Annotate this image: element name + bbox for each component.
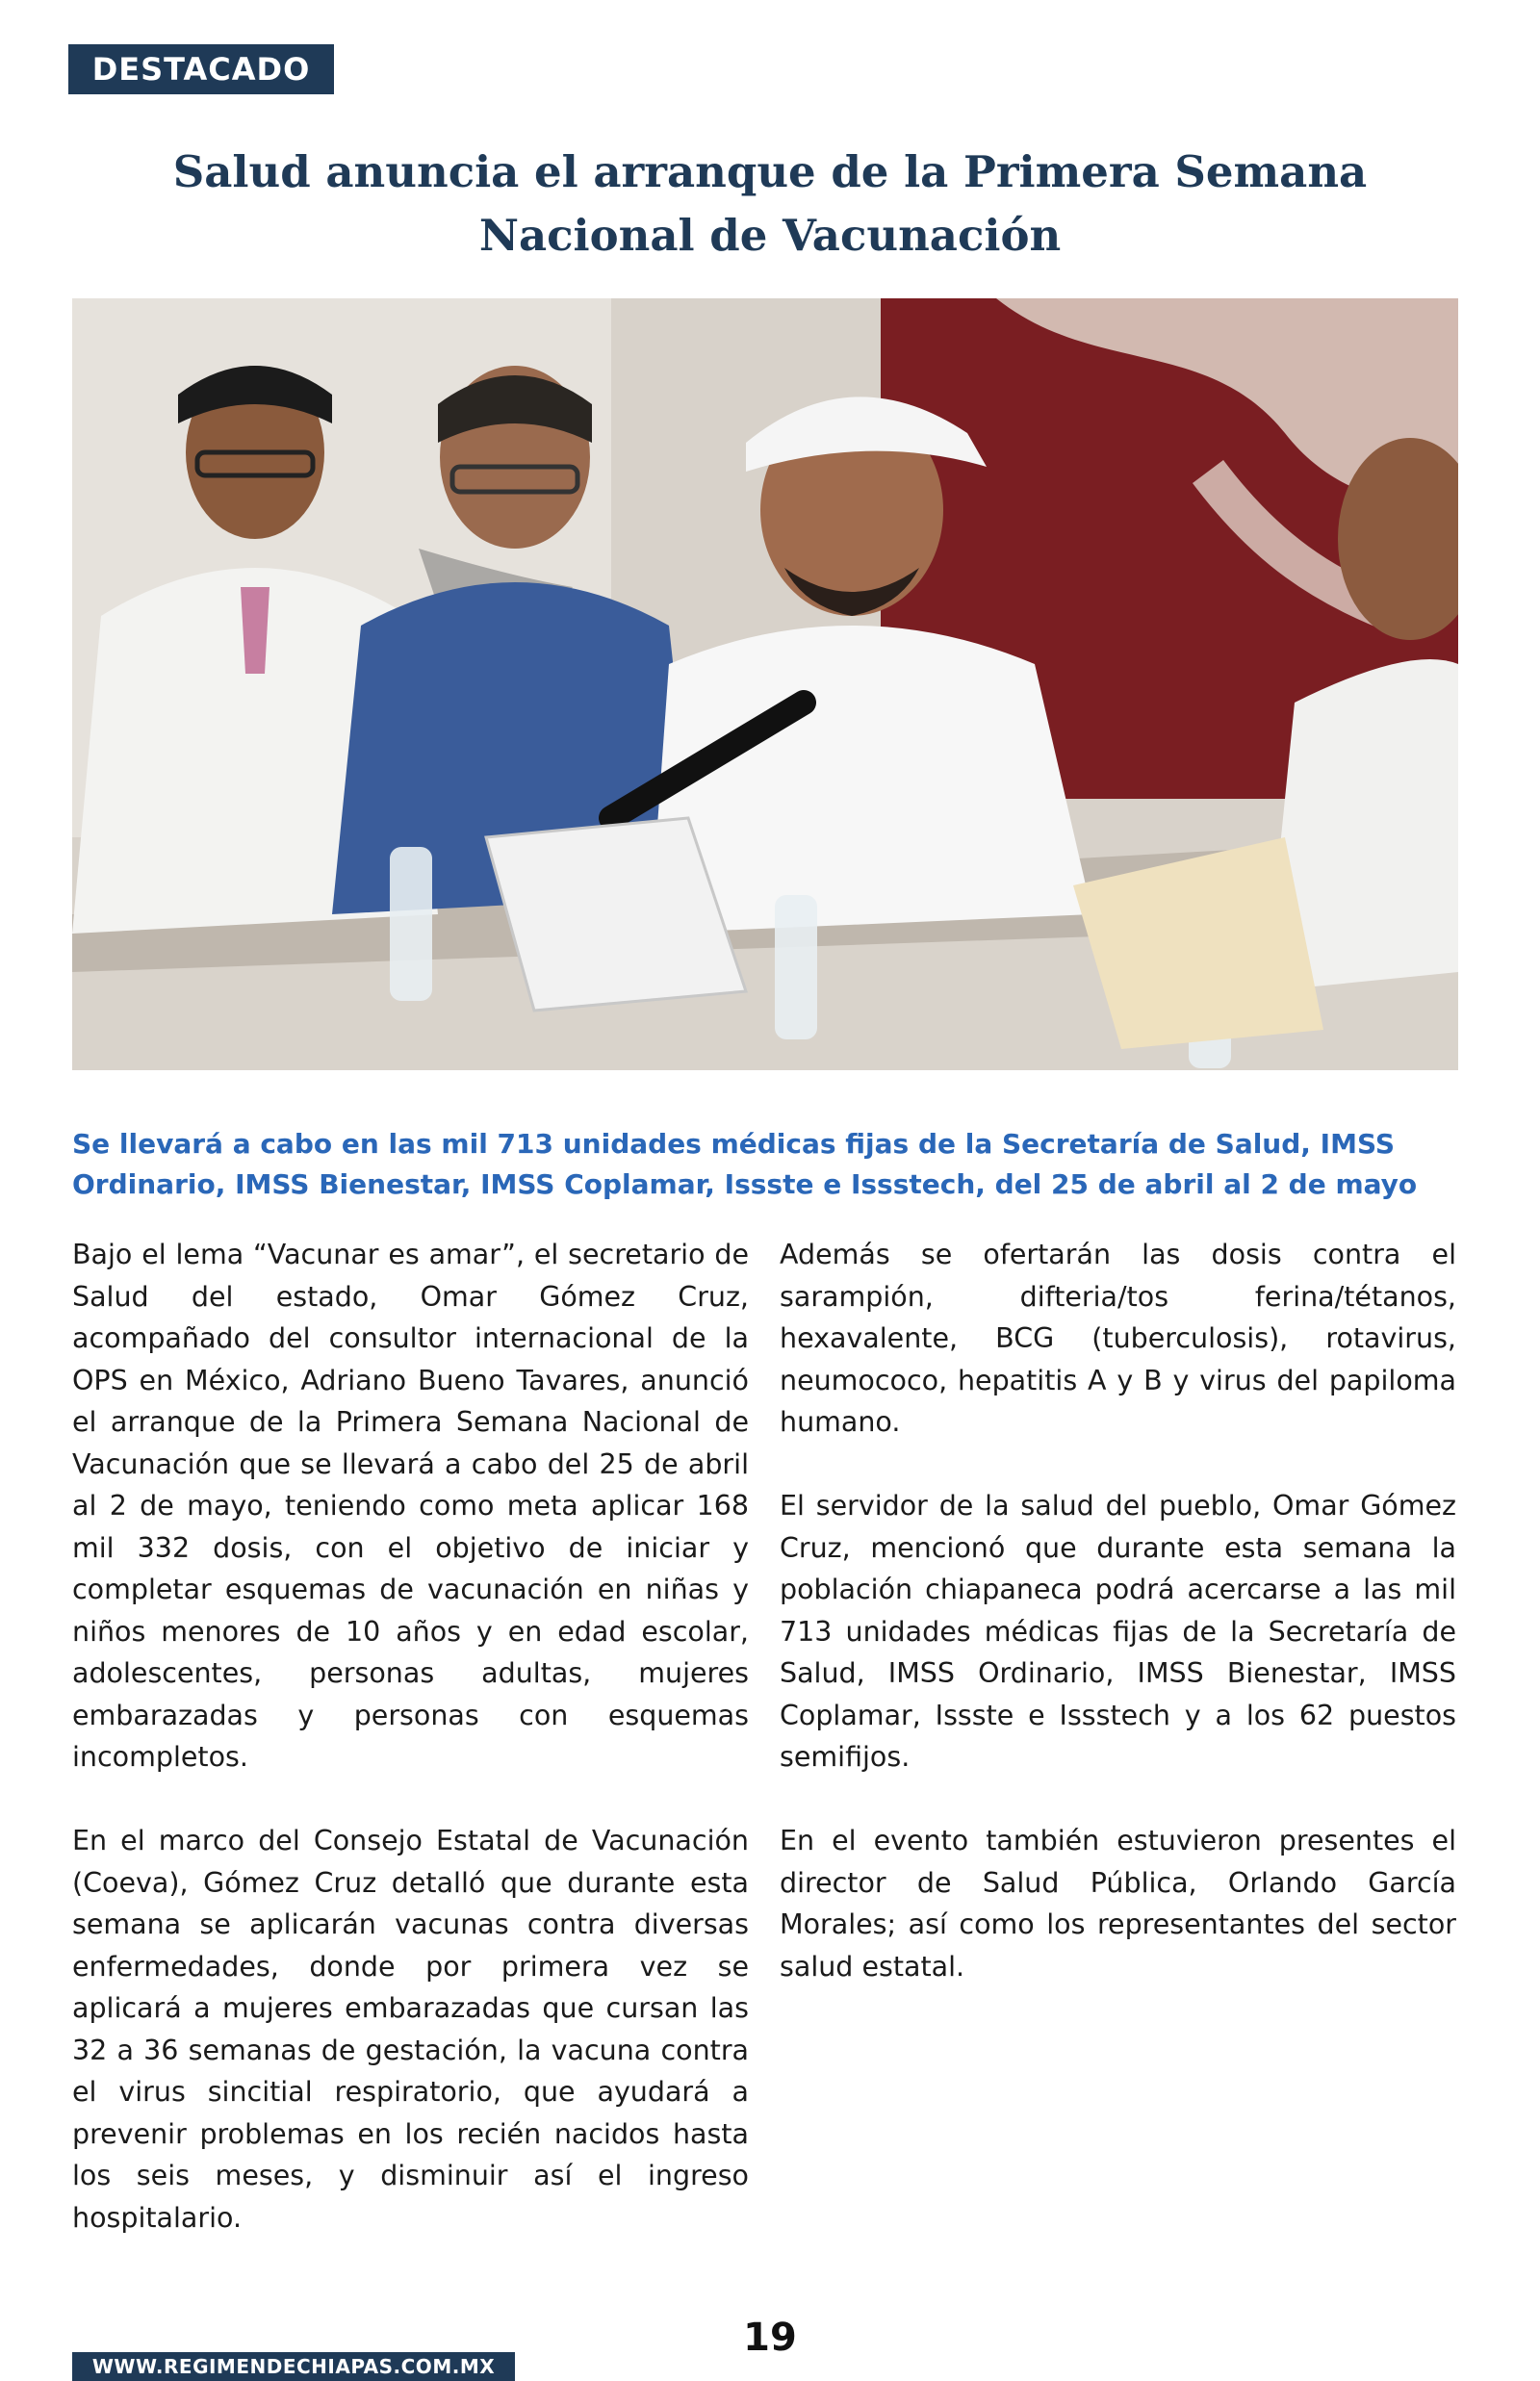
body-column-left [72,1234,749,2281]
page-number: 19 [743,2316,797,2360]
body-paragraph: En el marco del Consejo Estatal de Vacunación (Coeva), Gómez Cruz detalló que durante esta semana se aplicarán vacunas contra diversas enfermedades, donde por primera vez se aplicará a mujeres embarazadas que cursan las 32 a 36 semanas de gestación, la vacuna contra el virus sincitial respiratorio, que ayudará a prevenir problemas en los recién nacidos hasta los seis meses, y disminuir así el ingreso hospitalario. [72,1825,749,2234]
press-conference-illustration [72,298,1458,1070]
body-paragraph: En el evento también estuvieron presentes el director de Salud Pública, Orlando García Morales; así como los representantes del sector salud estatal. [780,1825,1456,1983]
section-tag: DESTACADO [68,44,334,94]
article-headline: Salud anuncia el arranque de la Primera Semana Nacional de Vacunación [172,146,1368,261]
body-paragraph: Además se ofertarán las dosis contra el sarampión, difteria/tos ferina/tétanos, hexavalente, BCG (tuberculosis), rotavirus, neumococo, hepatitis A y B y virus del papiloma humano. [780,1239,1456,1438]
article-photo [72,298,1458,1070]
article-subhead: Se llevará a cabo en las mil 713 unidades médicas fijas de la Secretaría de Salud, IMSS Ordinario, IMSS Bienestar, IMSS Coplamar, Issste e Issstech, del 25 de abril al 2 de mayo [72,1128,1418,1200]
body-paragraph: Bajo el lema “Vacunar es amar”, el secretario de Salud del estado, Omar Gómez Cruz, acompañado del consultor internacional de la OPS en México, Adriano Bueno Tavares, anunció el arranque de la Primera Semana Nacional de Vacunación que se llevará a cabo del 25 de abril al 2 de mayo, teniendo como meta aplicar 168 mil 332 dosis, con el objetivo de iniciar y completar esquemas de vacunación en niñas y niños menores de 10 años y en edad escolar, adolescentes, personas adultas, mujeres embarazadas y personas con esquemas incompletos. [72,1239,749,1773]
body-column-right [780,1234,1456,2030]
footer-website-link[interactable]: WWW.REGIMENDECHIAPAS.COM.MX [72,2352,515,2381]
body-paragraph: El servidor de la salud del pueblo, Omar Gómez Cruz, mencionó que durante esta semana la población chiapaneca podrá acercarse a las mil 713 unidades médicas fijas de la Secretaría de Salud, IMSS Ordinario, IMSS Bienestar, IMSS Coplamar, Issste e Issstech y a los 62 puestos semifijos. [780,1490,1456,1773]
